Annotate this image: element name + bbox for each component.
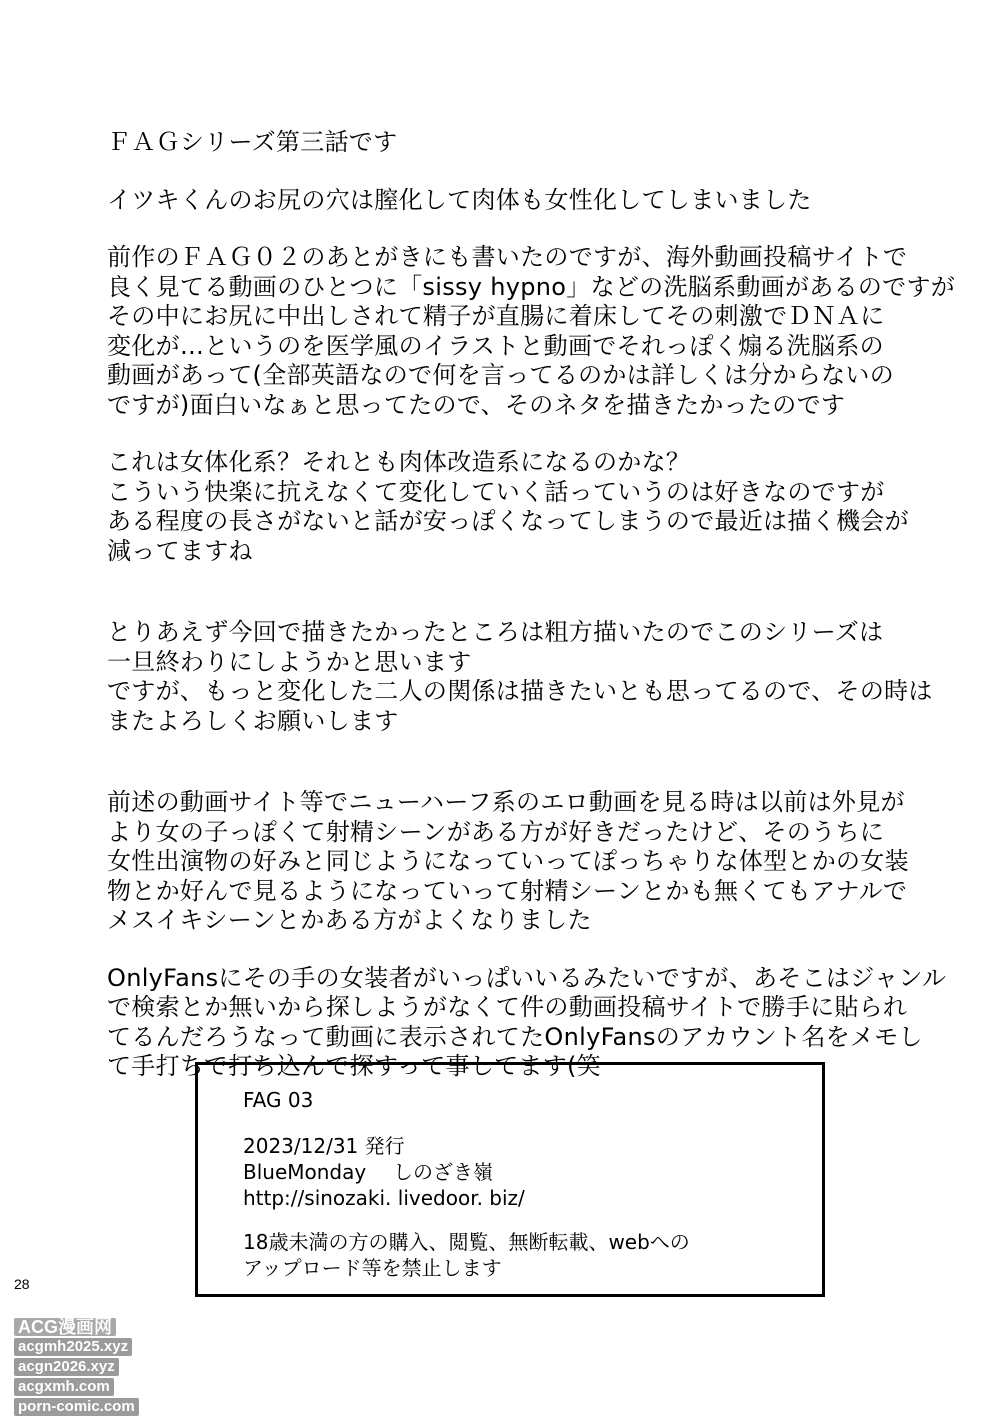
author-name: しのざき嶺 — [393, 1160, 493, 1184]
text-line: てるんだろうなって動画に表示されてたOnlyFansのアカウント名をメモし — [107, 1022, 923, 1051]
text-line: 良く見てる動画のひとつに「sissy hypno」などの洗脳系動画があるのですが — [107, 272, 956, 301]
paragraph-3 — [107, 243, 956, 420]
text-line: ですが、もっと変化した二人の関係は描きたいとも思ってるので、その時は — [107, 677, 933, 705]
publisher-row — [243, 1159, 690, 1185]
watermark-url: porn-comic.com — [14, 1398, 139, 1416]
text-line: イツキくんのお尻の穴は膣化して肉体も女性化してしまいました — [107, 185, 812, 214]
age-notice: 18歳未満の方の購入、閲覧、無断転載、webへの — [243, 1230, 690, 1254]
text-line: て手打ちで打ち込んで探すって事してます(笑 — [107, 1052, 601, 1080]
text-line: より女の子っぽくて射精シーンがある方が好きだったけど、そのうちに — [107, 817, 885, 846]
colophon-content — [243, 1087, 690, 1281]
publish-date: 2023/12/31 発行 — [243, 1134, 405, 1158]
paragraph-2 — [107, 186, 907, 216]
book-title: FAG 03 — [243, 1088, 314, 1112]
paragraph-6 — [107, 788, 907, 936]
text-line: で検索とか無いから探しようがなくて件の動画投稿サイトで勝手に貼られ — [107, 993, 908, 1021]
watermark-url: acgxmh.com — [14, 1378, 114, 1396]
text-line: とりあえず今回で描きたかったところは粗方描いたのでこのシリーズは — [107, 618, 884, 646]
upload-notice: アップロード等を禁止します — [243, 1256, 502, 1280]
text-line: 一旦終わりにしようかと思います — [107, 647, 472, 676]
watermark-url: acgmh2025.xyz — [14, 1338, 132, 1356]
text-line: ＦＡＧシリーズ第三話です — [107, 128, 398, 156]
text-line: 前述の動画サイト等でニューハーフ系のエロ動画を見る時は以前は外見が — [107, 788, 905, 816]
paragraph-5 — [107, 618, 933, 736]
paragraph-4 — [107, 448, 907, 566]
page-number: 28 — [14, 1276, 30, 1292]
text-line: 前作のＦＡＧ０２のあとがきにも書いたのですが、海外動画投稿サイトで — [107, 243, 908, 271]
text-line: OnlyFansにその手の女装者がいっぱいいるみたいですが、あそこはジャンル — [107, 963, 947, 992]
colophon-box — [195, 1062, 825, 1297]
afterword-text — [107, 128, 956, 1110]
watermark-title: ACG漫画网 — [14, 1318, 116, 1336]
text-line: 減ってますね — [107, 536, 253, 565]
paragraph-1 — [107, 128, 907, 158]
text-line: 女性出演物の好みと同じようになっていってぽっちゃりな体型とかの女装 — [107, 847, 909, 875]
text-line: またよろしくお願いします — [107, 706, 399, 735]
publisher-name: BlueMonday — [243, 1160, 367, 1184]
text-line: ある程度の長さがないと話が安っぽくなってしまうので最近は描く機会が — [107, 507, 909, 535]
text-line: 動画があって(全部英語なので何を言ってるのかは詳しくは分からないの — [107, 361, 895, 389]
watermark — [14, 1318, 139, 1418]
text-line: こういう快楽に抗えなくて変化していく話っていうのは好きなのですが — [107, 477, 885, 506]
watermark-url: acgn2026.xyz — [14, 1358, 119, 1376]
text-line: 変化が…というのを医学風のイラストと動画でそれっぽく煽る洗脳系の — [107, 331, 884, 360]
text-line: その中にお尻に中出しされて精子が直腸に着床してその刺激でＤＮＡに — [107, 302, 885, 330]
text-line: ですが)面白いなぁと思ってたので、そのネタを描きたかったのです — [107, 390, 846, 419]
text-line: 物とか好んで見るようになっていって射精シーンとかも無くてもアナルで — [107, 876, 908, 905]
text-line: これは女体化系？それとも肉体改造系になるのかな？ — [107, 448, 691, 476]
website-url[interactable]: http://sinozaki. livedoor. biz/ — [243, 1186, 525, 1210]
text-line: メスイキシーンとかある方がよくなりました — [107, 906, 592, 934]
